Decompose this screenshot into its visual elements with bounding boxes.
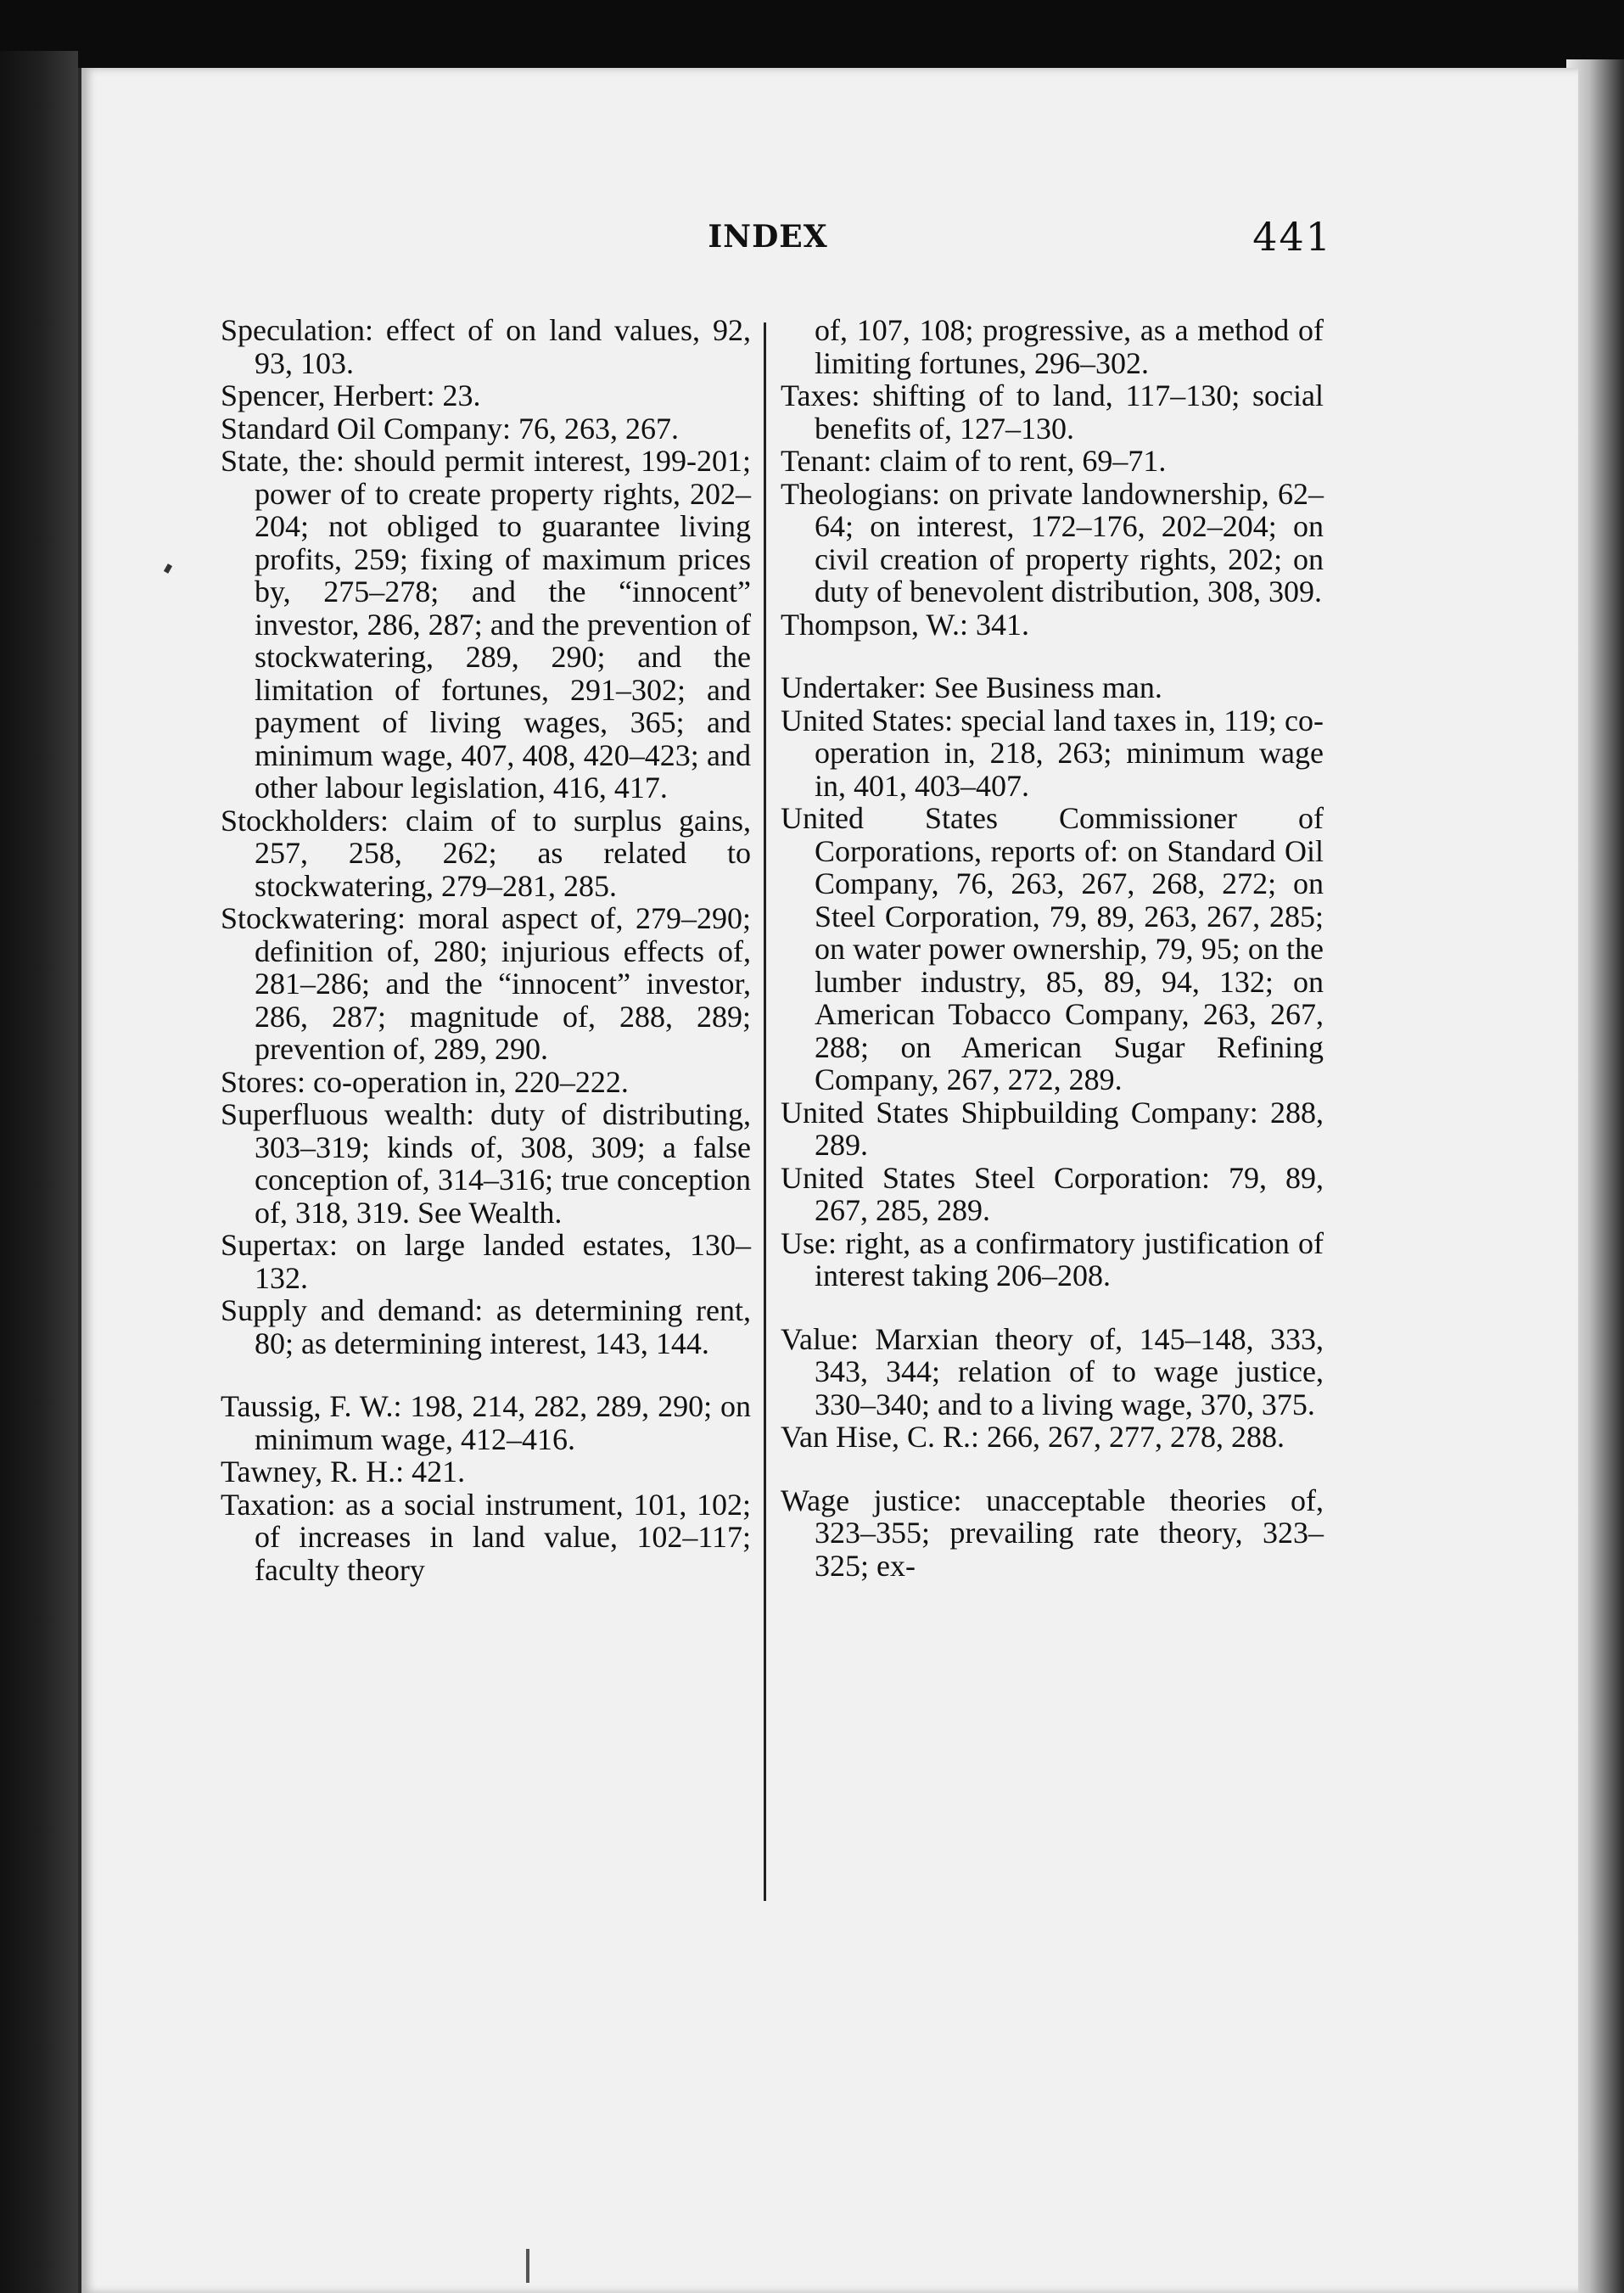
index-entry: Tenant: claim of to rent, 69–71. <box>781 444 1167 478</box>
index-entry: Stockholders: claim of to surplus gains, 257, 258, 262; as related to stockwatering, 279–281, 285. <box>221 803 751 903</box>
index-entry: Taxes: shifting of to land, 117–130; social benefits of, 127–130. <box>781 378 1324 446</box>
index-entry: Supertax: on large landed estates, 130–132. <box>221 1228 751 1295</box>
column-divider-rule <box>764 322 766 1901</box>
section-gap <box>781 1454 1324 1484</box>
index-entry: of, 107, 108; progressive, as a method of limiting fortunes, 296–302. <box>815 313 1324 380</box>
page-header <box>221 214 1332 278</box>
index-entry: Thompson, W.: 341. <box>781 607 1030 642</box>
index-column-right <box>781 314 1324 1582</box>
index-entry: United States Shipbuilding Company: 288, 289. <box>781 1095 1324 1162</box>
index-entry: Theologians: on private landownership, 62–64; on interest, 172–176, 202–204; on civil creation of property rights, 202; on duty of benevolent distribution, 308, 309. <box>781 476 1324 608</box>
index-entry: Taxation: as a social instrument, 101, 102; of increases in land value, 102–117; faculty theory <box>221 1487 751 1587</box>
stray-mark <box>164 563 172 574</box>
index-entry: Speculation: effect of on land values, 92, 93, 103. <box>221 313 751 380</box>
index-entry: United States: special land taxes in, 119; co-operation in, 218, 263; minimum wage in, 401, 403–407. <box>781 703 1324 803</box>
book-binding-edge <box>0 51 78 2293</box>
index-entry: Use: right, as a confirmatory justification of interest taking 206–208. <box>781 1225 1324 1292</box>
section-gap <box>781 641 1324 671</box>
index-entry: Undertaker: See Business man. <box>781 670 1162 704</box>
index-entry: Tawney, R. H.: 421. <box>221 1455 466 1488</box>
index-entry: Van Hise, C. R.: 266, 267, 277, 278, 288. <box>781 1420 1285 1454</box>
section-gap <box>221 1360 751 1390</box>
index-column-left <box>221 314 751 1586</box>
index-entry: Wage justice: unacceptable theories of, 323–355; prevailing rate theory, 323–325; ex- <box>781 1483 1324 1583</box>
index-entry: Stockwatering: moral aspect of, 279–290; definition of, 280; injurious effects of, 281–286; and the “innocent” investor, 286, 287; magnitude of, 288, 289; prevention of, 289, 290. <box>221 901 751 1066</box>
index-entry: Value: Marxian theory of, 145–148, 333, 343, 344; relation of to wage justice, 330–340; and to a living wage, 370, 375. <box>781 1321 1324 1421</box>
index-entry: Superfluous wealth: duty of distributing, 303–319; kinds of, 308, 309; a false conception of, 314–316; true conception of, 318, 319. See Wealth. <box>221 1097 751 1230</box>
page-number: 441 <box>1252 214 1332 260</box>
index-entry: Supply and demand: as determining rent, 80; as determining interest, 143, 144. <box>221 1293 751 1360</box>
index-entry: United States Steel Corporation: 79, 89, 267, 285, 289. <box>781 1160 1324 1227</box>
index-entry: Spencer, Herbert: 23. <box>221 378 481 412</box>
index-entry: United States Commissioner of Corporations, reports of: on Standard Oil Company, 76, 263, 267, 268, 272; on Steel Corporation, 79, 89, 263, 267, 285; on water power ownership, 79, 95; on the lumber industry, 85, 89, 94, 132; on American Tobacco Company, 263, 267, 288; on American Sugar Refining Company, 267, 272, 289. <box>781 801 1324 1096</box>
index-entry: Stores: co-operation in, 220–222. <box>221 1064 629 1099</box>
index-entry: Standard Oil Company: 76, 263, 267. <box>221 411 679 446</box>
running-title: INDEX <box>708 219 828 255</box>
index-entry: Taussig, F. W.: 198, 214, 282, 289, 290; on minimum wage, 412–416. <box>221 1389 751 1456</box>
stray-mark-bottom <box>526 2249 529 2283</box>
section-gap <box>781 1292 1324 1323</box>
index-columns <box>221 314 1341 1909</box>
index-entry: State, the: should permit interest, 199-201; power of to create property rights, 202–204; not obliged to guarantee living profits, 259; fixing of maximum prices by, 275–278; and the “innocent” investor, 286, 287; and the prevention of stockwatering, 289, 290; and the limitation of fortunes, 291–302; and payment of living wages, 365; and minimum wage, 407, 408, 420–423; and other labour legislation, 416, 417. <box>221 444 751 805</box>
